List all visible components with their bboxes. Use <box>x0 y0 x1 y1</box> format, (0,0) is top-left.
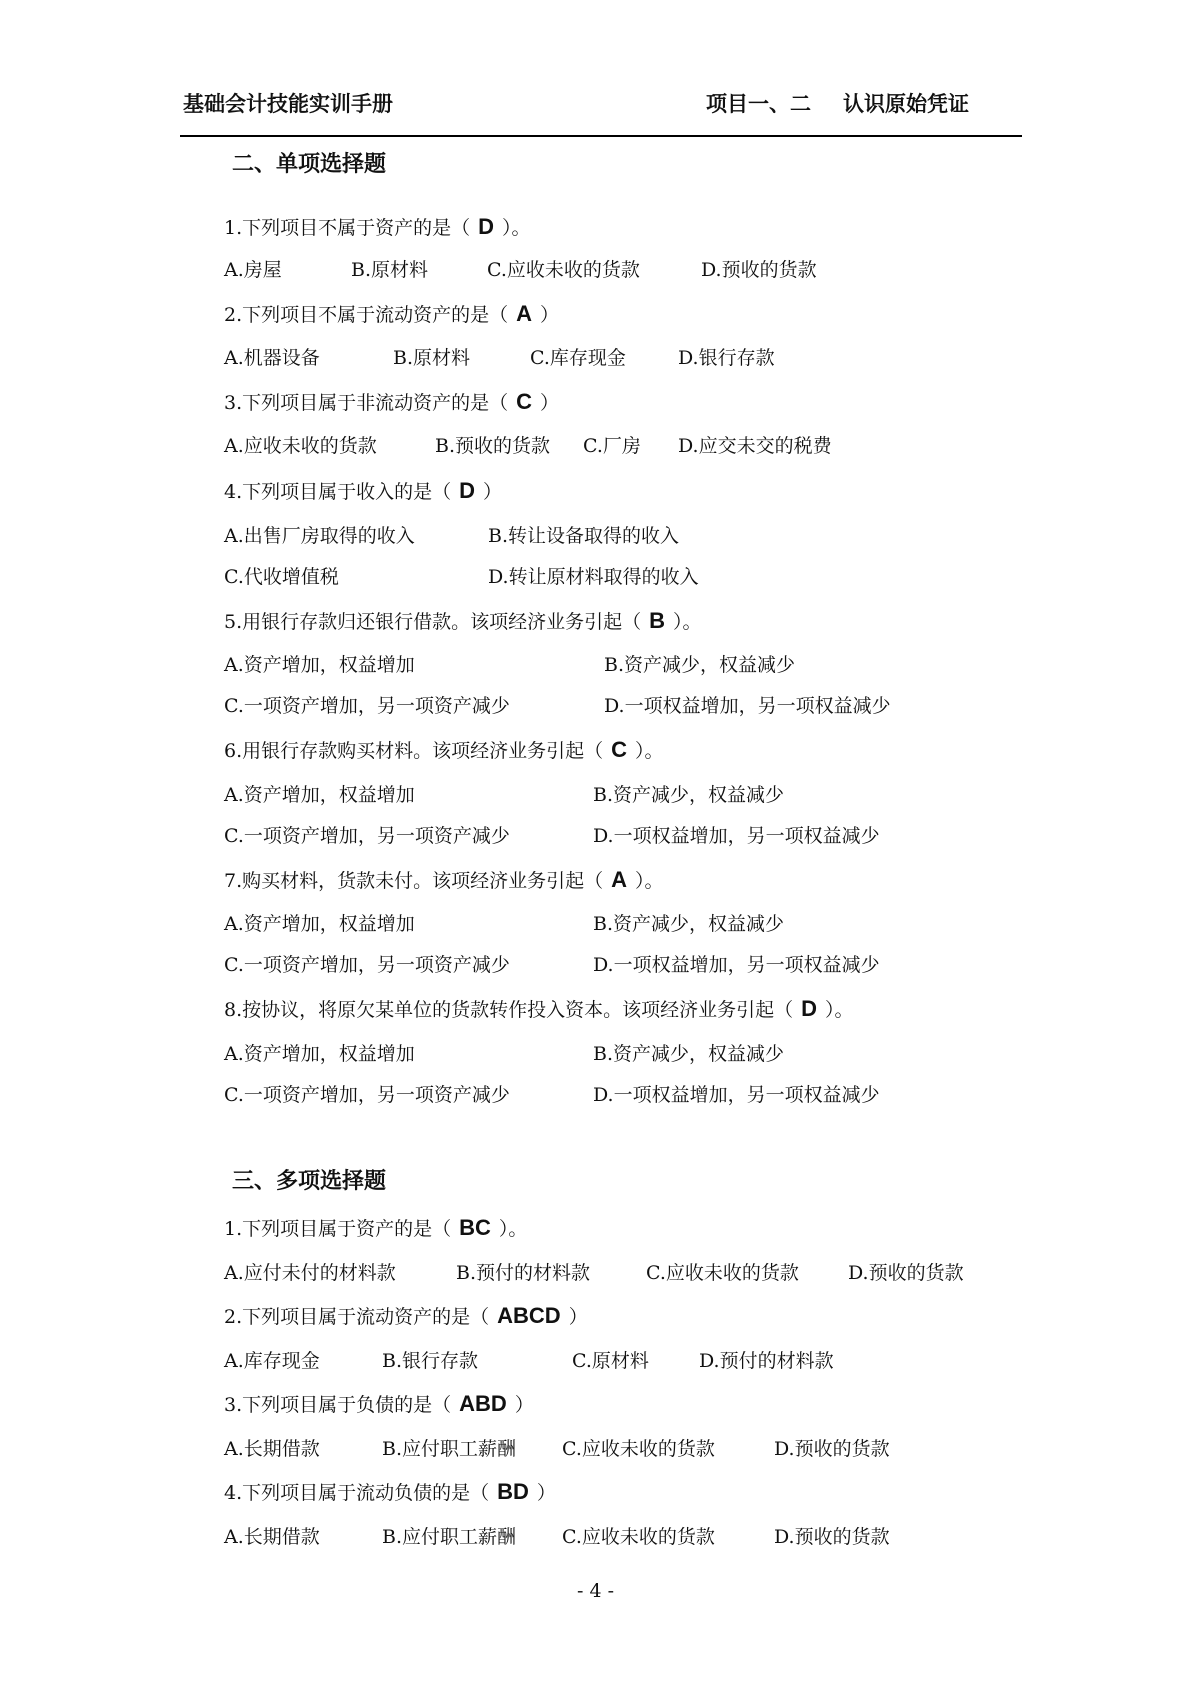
option: C.一项资产增加，另一项资产减少 <box>224 1084 510 1106</box>
option: D.银行存款 <box>678 347 775 369</box>
option: C.代收增值税 <box>224 566 339 588</box>
option: B.资产减少，权益减少 <box>593 784 785 806</box>
section-title-multi: 三、多项选择题 <box>232 1169 387 1194</box>
answer: C <box>516 389 533 414</box>
option: A.长期借款 <box>224 1438 320 1460</box>
option: D.预收的货款 <box>848 1262 964 1284</box>
option: A.出售厂房取得的收入 <box>224 525 415 547</box>
option: A.机器设备 <box>224 347 320 369</box>
answer: C <box>611 737 628 762</box>
option: D.一项权益增加，另一项权益减少 <box>593 1084 880 1106</box>
option: C.库存现金 <box>530 347 626 369</box>
option: D.应交未交的税费 <box>678 435 832 457</box>
answer: ABD <box>459 1391 507 1416</box>
option: C.一项资产增加，另一项资产减少 <box>224 954 510 976</box>
answer: D <box>801 996 818 1021</box>
section-title-single: 二、单项选择题 <box>232 152 387 177</box>
option: B.转让设备取得的收入 <box>488 525 680 547</box>
option: A.应收未收的货款 <box>224 435 377 457</box>
option: C.一项资产增加，另一项资产减少 <box>224 825 510 847</box>
option: D.一项权益增加，另一项权益减少 <box>604 695 891 717</box>
option: B.资产减少，权益减少 <box>593 1043 785 1065</box>
header-manual-title: 基础会计技能实训手册 <box>183 92 393 116</box>
option: D.一项权益增加，另一项权益减少 <box>593 825 880 847</box>
option: D.预付的材料款 <box>699 1350 834 1372</box>
option: A.应付未付的材料款 <box>224 1262 396 1284</box>
answer: A <box>516 301 533 326</box>
option: D.预收的货款 <box>774 1526 890 1548</box>
question-multi-2: 2.下列项目属于流动资产的是（ ABCD ） <box>224 1303 588 1328</box>
question-multi-4: 4.下列项目属于流动负债的是（ BD ） <box>224 1479 556 1504</box>
option: A.长期借款 <box>224 1526 320 1548</box>
option: C.应收未收的货款 <box>487 259 640 281</box>
option: B.原材料 <box>393 347 471 369</box>
answer: BD <box>497 1479 529 1504</box>
option: B.资产减少，权益减少 <box>604 654 796 676</box>
option: B.预收的货款 <box>435 435 551 457</box>
answer: BC <box>459 1215 491 1240</box>
option: D.转让原材料取得的收入 <box>488 566 699 588</box>
header-chapter <box>706 88 969 118</box>
answer: A <box>611 867 628 892</box>
page-number: - 4 - <box>576 1580 614 1602</box>
option: B.应付职工薪酬 <box>382 1438 517 1460</box>
question-single-4: 4.下列项目属于收入的是（ D ） <box>224 478 503 503</box>
option: A.资产增加，权益增加 <box>224 913 415 935</box>
option: C.一项资产增加，另一项资产减少 <box>224 695 510 717</box>
header-rule <box>180 135 1022 137</box>
option: B.银行存款 <box>382 1350 479 1372</box>
option: D.预收的货款 <box>774 1438 890 1460</box>
option: D.预收的货款 <box>701 259 817 281</box>
option: A.资产增加，权益增加 <box>224 654 415 676</box>
answer: D <box>459 478 476 503</box>
option: C.应收未收的货款 <box>646 1262 799 1284</box>
option: A.资产增加，权益增加 <box>224 784 415 806</box>
option: B.应付职工薪酬 <box>382 1526 517 1548</box>
header-topic: 认识原始凭证 <box>843 92 969 116</box>
answer: B <box>649 608 666 633</box>
answer: D <box>478 214 495 239</box>
option: B.预付的材料款 <box>456 1262 591 1284</box>
option: D.一项权益增加，另一项权益减少 <box>593 954 880 976</box>
header-project: 项目一、二 <box>706 92 811 116</box>
question-single-1: 1.下列项目不属于资产的是（ D ）。 <box>224 214 531 239</box>
question-single-6: 6.用银行存款购买材料。该项经济业务引起（ C ）。 <box>224 737 664 762</box>
option: A.资产增加，权益增加 <box>224 1043 415 1065</box>
question-single-7: 7.购买材料，货款未付。该项经济业务引起（ A ）。 <box>224 867 664 892</box>
question-single-2: 2.下列项目不属于流动资产的是（ A ） <box>224 301 560 326</box>
question-single-5: 5.用银行存款归还银行借款。该项经济业务引起（ B ）。 <box>224 608 702 633</box>
option: C.应收未收的货款 <box>562 1526 715 1548</box>
option: C.厂房 <box>583 435 641 457</box>
option: A.房屋 <box>224 259 282 281</box>
option: C.原材料 <box>572 1350 649 1372</box>
question-multi-3: 3.下列项目属于负债的是（ ABD ） <box>224 1391 534 1416</box>
option: C.应收未收的货款 <box>562 1438 715 1460</box>
option: B.资产减少，权益减少 <box>593 913 785 935</box>
option: B.原材料 <box>351 259 429 281</box>
option: A.库存现金 <box>224 1350 320 1372</box>
answer: ABCD <box>497 1303 561 1328</box>
question-multi-1: 1.下列项目属于资产的是（ BC ）。 <box>224 1215 528 1240</box>
question-single-3: 3.下列项目属于非流动资产的是（ C ） <box>224 389 560 414</box>
question-single-8: 8.按协议，将原欠某单位的货款转作投入资本。该项经济业务引起（ D ）。 <box>224 996 854 1021</box>
